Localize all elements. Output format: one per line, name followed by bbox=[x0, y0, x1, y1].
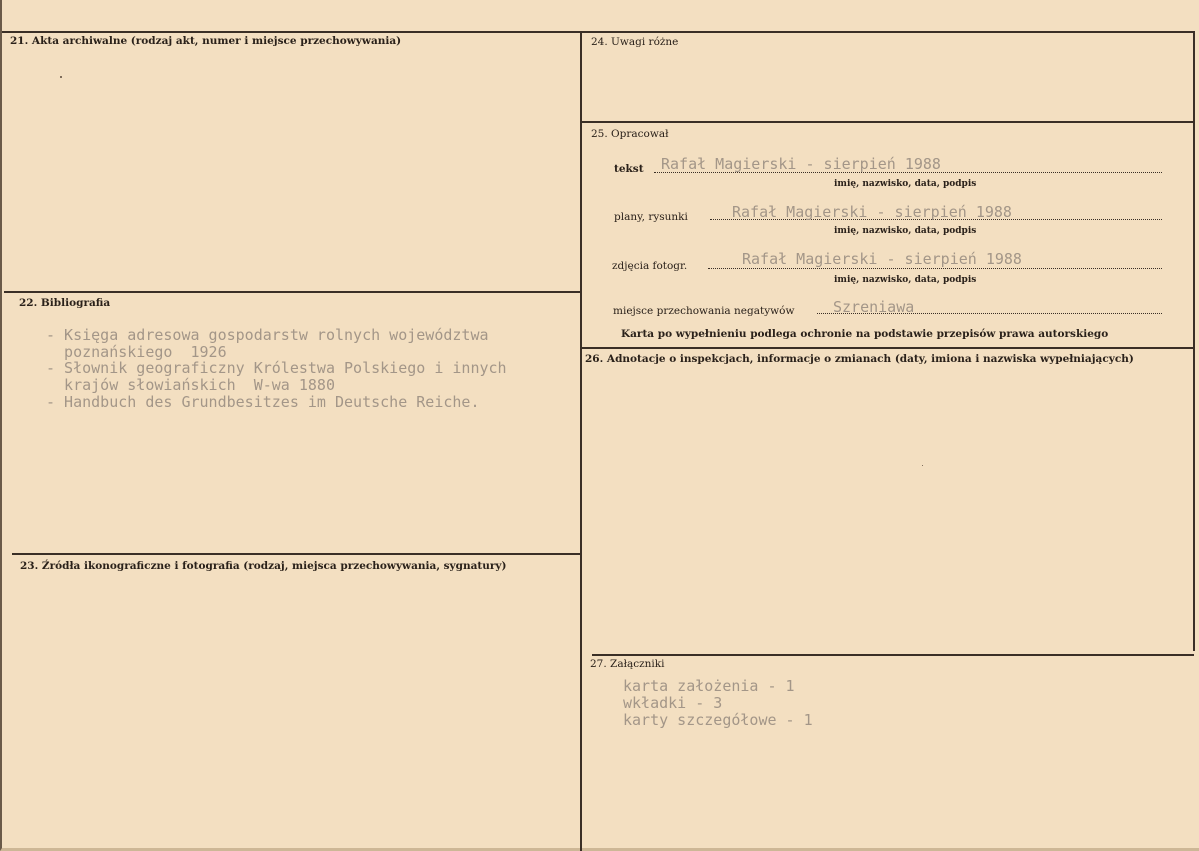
top-border-right bbox=[582, 31, 1195, 33]
attachments-line-3: karty szczegółowe - 1 bbox=[623, 711, 813, 729]
bibliography-line-5: - Handbuch des Grundbesitzes im Deutsche Reiche. bbox=[46, 393, 480, 411]
bibliography-line-2: poznańskiego 1926 bbox=[46, 343, 227, 361]
section-22-label: 22. Bibliografia bbox=[19, 297, 111, 309]
tekst-caption: imię, nazwisko, data, podpis bbox=[834, 179, 977, 189]
negatywy-label: miejsce przechowania negatywów bbox=[613, 305, 795, 317]
section-23-label: 23. Źródła ikonograficzne i fotografia (rodzaj, miejsca przechowywania, sygnatury) bbox=[20, 560, 507, 572]
divider-24-25 bbox=[582, 121, 1194, 123]
bibliography-line-3: - Słownik geograficzny Królestwa Polskiego i innych bbox=[46, 359, 507, 377]
plany-caption: imię, nazwisko, data, podpis bbox=[834, 226, 977, 236]
zdjecia-caption: imię, nazwisko, data, podpis bbox=[834, 275, 977, 285]
bibliography-line-1: - Księga adresowa gospodarstw rolnych województwa bbox=[46, 326, 489, 344]
negatywy-value[interactable]: Szreniawa bbox=[833, 298, 915, 316]
bibliography-line-4: krajów słowiańskich W-wa 1880 bbox=[46, 376, 335, 394]
zdjecia-value[interactable]: Rafał Magierski - sierpień 1988 bbox=[742, 250, 1022, 268]
divider-25-26 bbox=[582, 347, 1194, 349]
divider-26-27 bbox=[592, 654, 1194, 656]
tekst-value[interactable]: Rafał Magierski - sierpień 1988 bbox=[661, 155, 941, 173]
section-26-label: 26. Adnotacje o inspekcjach, informacje o zmianach (daty, imiona i nazwiska wypełniających) bbox=[585, 353, 1134, 365]
section-21-label: 21. Akta archiwalne (rodzaj akt, numer i miejsce przechowywania) bbox=[10, 35, 402, 47]
attachments-line-2: wkładki - 3 bbox=[623, 694, 723, 712]
plany-value[interactable]: Rafał Magierski - sierpień 1988 bbox=[732, 203, 1012, 221]
copyright-note: Karta po wypełnieniu podlega ochronie na podstawie przepisów prawa autorskiego bbox=[621, 328, 1109, 340]
zdjecia-field-line bbox=[708, 268, 1162, 269]
section-27-label: 27. Załączniki bbox=[590, 658, 665, 670]
section-24-label: 24. Uwagi różne bbox=[591, 36, 679, 48]
section-25-label: 25. Opracował bbox=[591, 128, 669, 140]
attachments-line-1: karta założenia - 1 bbox=[623, 677, 795, 695]
divider-22-23 bbox=[12, 553, 580, 555]
plany-label: plany, rysunki bbox=[614, 211, 688, 223]
tekst-label: tekst bbox=[614, 163, 644, 175]
ink-speck bbox=[60, 76, 62, 78]
divider-21-22 bbox=[4, 291, 580, 293]
center-divider bbox=[580, 31, 582, 851]
zdjecia-label: zdjęcia fotogr. bbox=[612, 260, 688, 272]
ink-speck bbox=[922, 465, 923, 466]
right-border bbox=[1193, 31, 1195, 651]
top-border-left bbox=[2, 31, 582, 33]
